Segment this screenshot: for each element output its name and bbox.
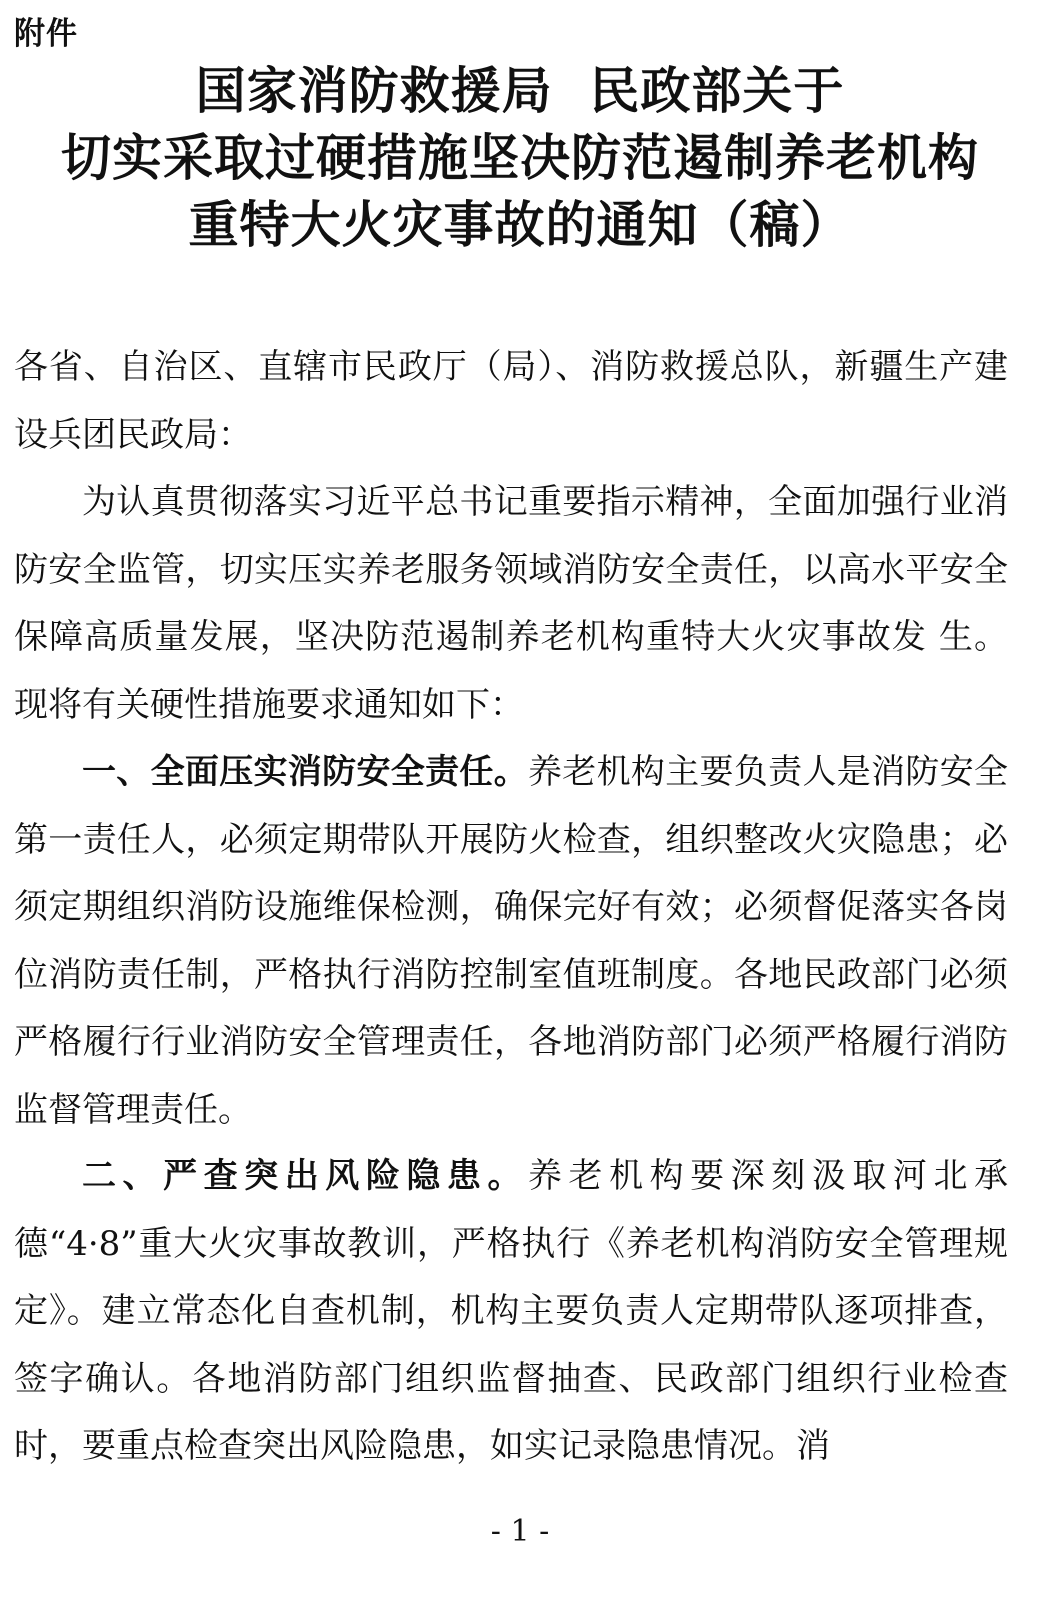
title-line-2: 切实采取过硬措施坚决防范遏制养老机构 <box>61 129 979 187</box>
section-1-heading: 一、全面压实消防安全责任。 <box>82 752 528 792</box>
page-number: - 1 - <box>490 1514 550 1549</box>
section-1-paragraph <box>14 739 1008 1144</box>
title-line-1: 国家消防救援局 民政部关于 <box>195 62 845 120</box>
intro-paragraph: 为认真贯彻落实习近平总书记重要指示精神，全面加强行业消防安全监管，切实压实养老服务领域消防安全责任，以高水平安全保障高质量发展，坚决防范遏制养老机构重特大火灾事故发 生。现将有关硬性措施要求通知如下： <box>14 482 1008 725</box>
section-2-paragraph <box>14 1143 1008 1481</box>
attachment-label: 附件 <box>14 16 78 52</box>
section-1-text: 养老机构主要负责人是消防安全第一责任人，必须定期带队开展防火检查，组织整改火灾隐患；必须定期组织消防设施维保检测，确保完好有效；必须督促落实各岗位消防责任制，严格执行消防控制室值班制度。各地民政部门必须严格履行行业消防安全管理责任，各地消防部门必须严格履行消防监督管理责任。 <box>14 752 1008 1130</box>
section-2-heading: 二、严查突出风险隐患。 <box>82 1156 528 1196</box>
salutation: 各省、自治区、直辖市民政厅（局）、消防救援总队，新疆生产建设兵团民政局： <box>14 347 1008 455</box>
document-title <box>0 58 1040 259</box>
section-2-text: 养老机构要深刻汲取河北承德“4·8”重大火灾事故教训，严格执行《养老机构消防安全管理规定》。建立常态化自查机制，机构主要负责人定期带队逐项排查，签字确认。各地消防部门组织监督抽查、民政部门组织行业检查时，要重点检查突出风险隐患，如实记录隐患情况。消 <box>14 1156 1008 1466</box>
title-line-3: 重特大火灾事故的通知（稿） <box>188 196 852 254</box>
